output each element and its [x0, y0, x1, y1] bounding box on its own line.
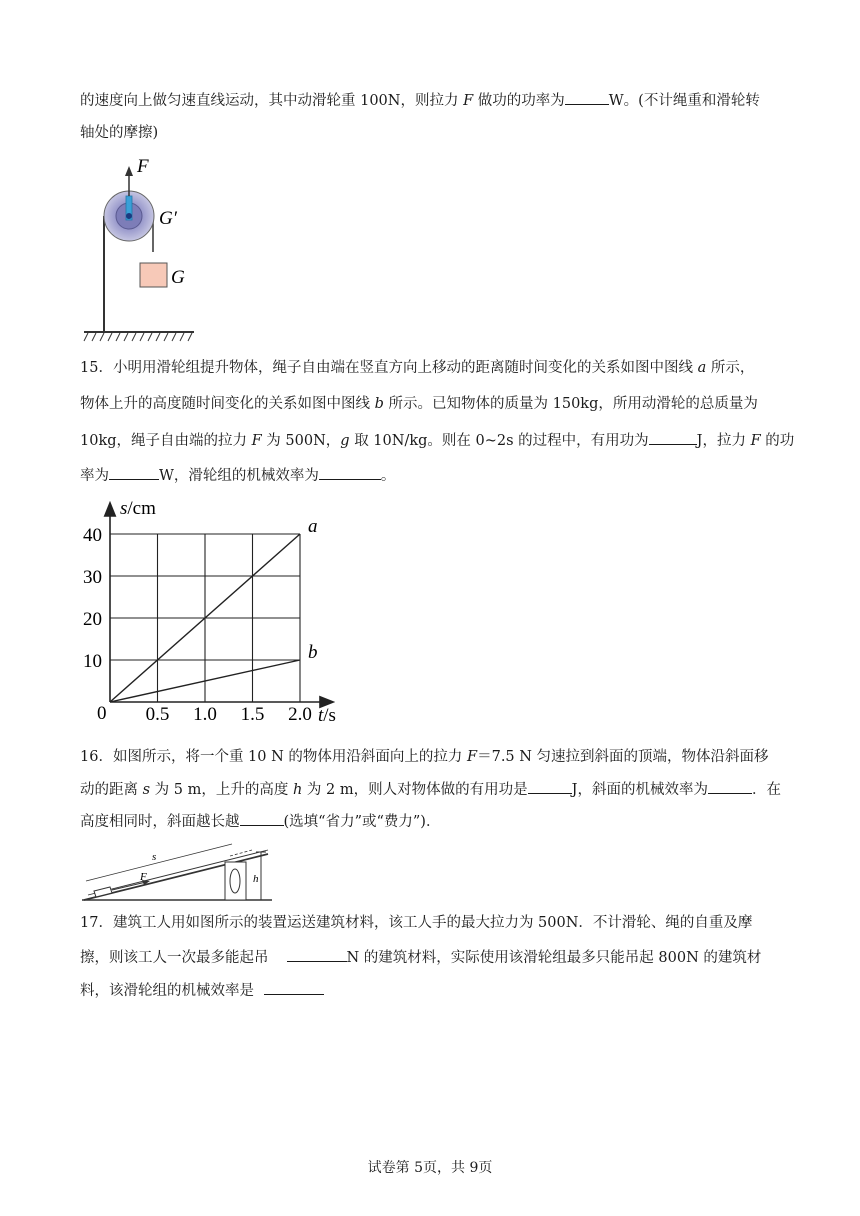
- y-tick-label: 10: [83, 651, 102, 672]
- ground-hatch: [84, 332, 194, 341]
- var-a: a: [697, 360, 707, 376]
- incline-figure: [80, 840, 274, 902]
- q14-text: W。(不计绳重和滑轮转: [608, 93, 760, 109]
- answer-blank[interactable]: [287, 946, 347, 962]
- page-footer: 试卷第 5页，共 9页: [367, 1160, 493, 1176]
- weight-block: [140, 263, 167, 287]
- q16-text: 为 2 m，则人对物体做的有用功是: [302, 782, 528, 798]
- answer-blank[interactable]: [319, 464, 381, 480]
- q16-line3: [80, 810, 440, 832]
- q16-line2: [80, 778, 781, 800]
- answer-blank[interactable]: [240, 810, 284, 826]
- q15-text: 10kg，绳子自由端的拉力: [80, 433, 252, 449]
- support-block: [225, 862, 246, 900]
- pulley-figure: [82, 152, 204, 344]
- y-axis-label: s/cm: [120, 498, 156, 519]
- x-tick-label: 1.0: [193, 704, 217, 725]
- q15-text: 所示，: [706, 360, 755, 376]
- x-tick-label: 1.5: [240, 704, 265, 725]
- var-b: b: [374, 396, 384, 412]
- q15-line3: [80, 429, 794, 451]
- q16-text: J，斜面的机械效率为: [571, 782, 708, 798]
- x-tick-label: 2.0: [288, 704, 312, 725]
- q15-text: 。: [380, 468, 396, 484]
- q15-line2: [80, 394, 758, 414]
- answer-blank[interactable]: [109, 464, 159, 480]
- series-label-b: b: [308, 642, 318, 663]
- q17-line2: [80, 946, 761, 968]
- origin-label: 0: [97, 703, 107, 724]
- q16-text: 为 5 m，上升的高度: [150, 782, 293, 798]
- answer-blank[interactable]: [649, 429, 697, 445]
- q16-text: 16．如图所示，将一个重 10 N 的物体用沿斜面向上的拉力: [80, 749, 468, 765]
- y-tick-label: 20: [83, 609, 102, 630]
- q15-line4: [80, 464, 395, 486]
- q15-text: 15．小明用滑轮组提升物体，绳子自由端在竖直方向上移动的距离随时间变化的关系如图中图线: [80, 360, 698, 376]
- q14-line1: [80, 89, 760, 111]
- answer-blank[interactable]: [264, 979, 324, 995]
- q16-text: (选填“省力”或“费力”)．: [283, 814, 441, 830]
- var-F: F: [251, 433, 262, 449]
- series-label-a: a: [308, 516, 318, 537]
- y-tick-label: 40: [83, 525, 102, 546]
- q15-text: 率为: [80, 468, 109, 484]
- x-axis-label: t/s: [318, 705, 336, 726]
- q17-text: 擦，则该工人一次最多能起吊: [80, 950, 269, 966]
- var-F: F: [463, 93, 474, 109]
- q15-text: J，拉力: [696, 433, 751, 449]
- arrow-up-icon: [125, 166, 133, 176]
- var-g: g: [340, 433, 350, 449]
- q16-text: ．在: [751, 782, 781, 798]
- q17-text: N 的建筑材料，实际使用该滑轮组最多只能吊起 800N 的建筑材: [346, 950, 762, 966]
- label-s: s: [152, 851, 157, 863]
- q15-text: 为 500N，: [261, 433, 341, 449]
- q17-line1: 17．建筑工人用如图所示的装置运送建筑材料，该工人手的最大拉力为 500N．不计滑轮、绳的自重及摩: [80, 915, 753, 931]
- distance-line-s: [86, 844, 232, 881]
- var-F: F: [467, 749, 478, 765]
- label-h: h: [253, 873, 259, 885]
- var-F: F: [750, 433, 761, 449]
- var-s: s: [142, 782, 151, 798]
- label-G: G: [171, 267, 185, 288]
- label-F: F: [137, 156, 149, 177]
- q15-text: W，滑轮组的机械效率为: [159, 468, 319, 484]
- answer-blank[interactable]: [708, 778, 752, 794]
- label-G-prime: G′: [159, 208, 177, 229]
- answer-blank[interactable]: [565, 89, 609, 105]
- q16-text: 高度相同时，斜面越长越: [80, 814, 240, 830]
- q17-line3: [80, 979, 324, 1001]
- q17-text: 料，该滑轮组的机械效率是: [80, 983, 254, 999]
- s-t-chart: [70, 490, 355, 728]
- q16-text: ＝7.5 N 匀速拉到斜面的顶端，物体沿斜面移: [477, 749, 769, 765]
- q16-line1: [80, 747, 769, 767]
- var-h: h: [292, 782, 303, 798]
- q14-line2: 轴处的摩擦): [80, 125, 159, 141]
- label-F: F: [140, 871, 147, 883]
- q14-text: 的速度向上做匀速直线运动，其中动滑轮重 100N，则拉力: [80, 93, 464, 109]
- y-tick-label: 30: [83, 567, 102, 588]
- chart-series: [110, 516, 318, 702]
- q16-text: 动的距离: [80, 782, 143, 798]
- axle-pin: [126, 213, 132, 219]
- q15-line1: [80, 358, 754, 378]
- q15-text: 物体上升的高度随时间变化的关系如图中图线: [80, 396, 375, 412]
- q15-text: 所示。已知物体的质量为 150kg，所用动滑轮的总质量为: [383, 396, 758, 412]
- q15-text: 的功: [760, 433, 795, 449]
- object-block: [94, 887, 112, 897]
- x-tick-label: 0.5: [145, 704, 170, 725]
- q15-text: 取 10N/kg。则在 0~2s 的过程中，有用功为: [349, 433, 649, 449]
- answer-blank[interactable]: [528, 778, 572, 794]
- q14-text: 做功的功率为: [473, 93, 565, 109]
